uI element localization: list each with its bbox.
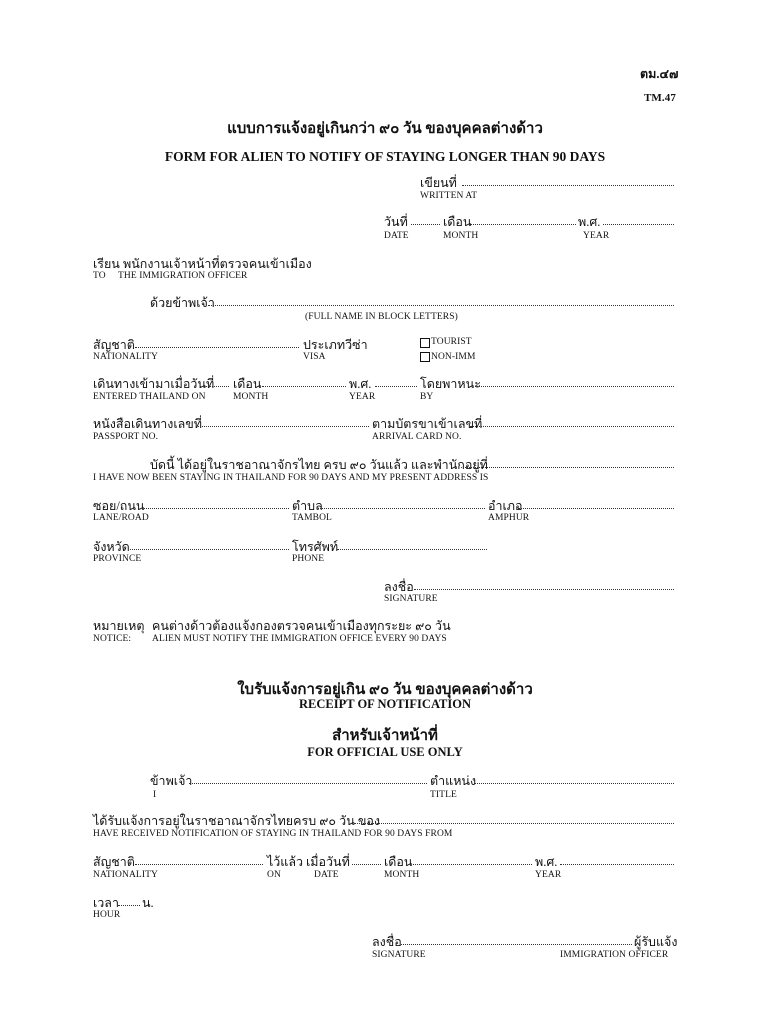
receipt-date-label-en: DATE — [314, 870, 339, 880]
entered-label-en: ENTERED THAILAND ON — [93, 392, 206, 402]
receipt-date-label-th: เมื่อวันที่ — [306, 855, 350, 869]
amphur-field[interactable] — [518, 508, 674, 509]
province-label-en: PROVINCE — [93, 554, 142, 564]
written-at-label-en: WRITTEN AT — [420, 191, 478, 201]
date-day-field[interactable] — [411, 224, 440, 225]
notice-text-th: คนต่างด้าวต้องแจ้งกองตรวจคนเข้าเมืองทุกระยะ ๙๐ วัน — [152, 619, 451, 633]
entered-year-label-th: พ.ศ. — [349, 377, 372, 391]
receiver-label-en: IMMIGRATION OFFICER — [560, 950, 669, 960]
amphur-label-th: อำเภอ — [488, 499, 523, 513]
received-label-th: ได้รับแจ้งการอยู่ในราชอาณาจักรไทยครบ ๙๐ วัน ของ — [93, 814, 381, 828]
date-month-field[interactable] — [470, 224, 576, 225]
by-label-en: BY — [420, 392, 434, 402]
receipt-day-field[interactable] — [352, 864, 381, 865]
notice-label-en: NOTICE: — [93, 634, 132, 644]
tambol-field[interactable] — [318, 508, 485, 509]
receipt-signature-field[interactable] — [401, 944, 632, 945]
receipt-on-label-th: ไว้แล้ว — [267, 855, 304, 869]
tambol-label-th: ตำบล — [292, 499, 323, 513]
passport-label-en: PASSPORT NO. — [93, 432, 159, 442]
province-field[interactable] — [130, 549, 289, 550]
receipt-title-th: ใบรับแจ้งการอยู่เกิน ๙๐ วัน ของบุคคลต่างด้าว — [237, 682, 533, 698]
to-label-en: TO — [93, 271, 106, 281]
receipt-i-label-th: ข้าพเจ้า — [150, 774, 193, 788]
notice-text-en: ALIEN MUST NOTIFY THE IMMIGRATION OFFICE EVERY 90 DAYS — [152, 634, 447, 644]
tourist-checkbox[interactable] — [420, 338, 430, 348]
name-hint-en: (FULL NAME IN BLOCK LETTERS) — [305, 312, 458, 322]
official-use-en: FOR OFFICIAL USE ONLY — [307, 745, 463, 759]
by-label-th: โดยพาหนะ — [420, 377, 481, 391]
amphur-label-en: AMPHUR — [488, 513, 530, 523]
time-label-th: เวลา — [93, 896, 119, 910]
arrival-card-label-en: ARRIVAL CARD NO. — [372, 432, 462, 442]
received-from-field[interactable] — [354, 823, 674, 824]
address-field[interactable] — [461, 467, 674, 468]
signature-label-en: SIGNATURE — [384, 594, 438, 604]
arrival-card-field[interactable] — [470, 426, 674, 427]
province-label-th: จังหวัด — [93, 540, 130, 554]
receipt-nationality-field[interactable] — [135, 864, 263, 865]
receipt-year-field[interactable] — [560, 864, 674, 865]
phone-field[interactable] — [337, 549, 487, 550]
officer-name-field[interactable] — [189, 783, 427, 784]
nationality-label-th: สัญชาติ — [93, 338, 135, 352]
entered-year-label-en: YEAR — [349, 392, 376, 402]
date-label-en: DATE — [384, 231, 409, 241]
nationality-field[interactable] — [135, 347, 299, 348]
receipt-title-label-en: TITLE — [430, 790, 457, 800]
receiver-label-th: ผู้รับแจ้ง — [634, 935, 678, 949]
time-field[interactable] — [118, 905, 140, 906]
year-label-en: YEAR — [583, 231, 610, 241]
receipt-month-field[interactable] — [413, 864, 532, 865]
written-at-field[interactable] — [462, 185, 674, 186]
year-label-th: พ.ศ. — [578, 215, 601, 229]
date-year-field[interactable] — [603, 224, 674, 225]
receipt-i-label-en: I — [153, 790, 157, 800]
receipt-month-label-en: MONTH — [384, 870, 420, 880]
receipt-month-label-th: เดือน — [384, 855, 413, 869]
form-title-en: FORM FOR ALIEN TO NOTIFY OF STAYING LONGER THAN 90 DAYS — [164, 149, 606, 164]
entered-label-th: เดินทางเข้ามาเมื่อวันที่ — [93, 377, 215, 391]
vehicle-field[interactable] — [475, 386, 674, 387]
received-label-en: HAVE RECEIVED NOTIFICATION OF STAYING IN THAILAND FOR 90 DAYS FROM — [93, 829, 453, 839]
receipt-title-label-th: ตำแหน่ง — [430, 774, 477, 788]
form-code-th: ตม.๔๗ — [640, 67, 679, 81]
written-at-label-th: เขียนที่ — [420, 176, 457, 190]
receipt-on-label-en: ON — [267, 870, 281, 880]
receipt-year-label-th: พ.ศ. — [535, 855, 558, 869]
signature-label-th: ลงชื่อ — [384, 580, 414, 594]
receipt-title-en: RECEIPT OF NOTIFICATION — [298, 697, 471, 711]
staying-label-th: บัดนี้ ได้อยู่ในราชอาณาจักรไทย ครบ ๙๐ วันแล้ว และพำนักอยู่ที่ — [150, 458, 488, 472]
staying-label-en: I HAVE NOW BEEN STAYING IN THAILAND FOR 90 DAYS AND MY PRESENT ADDRESS IS — [93, 473, 489, 483]
visa-label-en: VISA — [303, 352, 326, 362]
date-label-th: วันที่ — [384, 215, 408, 229]
form-code-en: TM.47 — [644, 92, 676, 104]
hour-label-en: HOUR — [93, 910, 121, 920]
entered-month-field[interactable] — [262, 386, 346, 387]
form-title-th: แบบการแจ้งอยู่เกินกว่า ๙๐ วัน ของบุคคลต่างด้าว — [227, 121, 543, 137]
entered-month-label-en: MONTH — [233, 392, 269, 402]
phone-label-th: โทรศัพท์ — [292, 540, 339, 554]
non-imm-label: NON-IMM — [431, 352, 476, 362]
entered-year-field[interactable] — [375, 386, 417, 387]
month-label-th: เดือน — [443, 215, 472, 229]
lane-label-th: ซอย/ถนน — [93, 499, 145, 513]
visa-label-th: ประเภทวีซ่า — [303, 338, 368, 352]
signature-field[interactable] — [414, 589, 674, 590]
tourist-label: TOURIST — [431, 337, 472, 347]
lane-field[interactable] — [142, 508, 289, 509]
lane-label-en: LANE/ROAD — [93, 513, 149, 523]
receipt-signature-label-en: SIGNATURE — [372, 950, 426, 960]
receipt-nationality-label-en: NATIONALITY — [93, 870, 158, 880]
receipt-year-label-en: YEAR — [535, 870, 562, 880]
receipt-nationality-label-th: สัญชาติ — [93, 855, 135, 869]
passport-label-th: หนังสือเดินทางเลขที่ — [93, 417, 203, 431]
notice-label-th: หมายเหตุ — [93, 619, 145, 633]
tambol-label-en: TAMBOL — [292, 513, 332, 523]
entered-month-label-th: เดือน — [233, 377, 262, 391]
phone-label-en: PHONE — [292, 554, 325, 564]
official-use-th: สำหรับเจ้าหน้าที่ — [332, 728, 438, 744]
non-imm-checkbox[interactable] — [420, 352, 430, 362]
to-label-th: เรียน พนักงานเจ้าหน้าที่ตรวจคนเข้าเมือง — [93, 257, 312, 271]
officer-label-en: THE IMMIGRATION OFFICER — [118, 271, 248, 281]
name-label-th: ด้วยข้าพเจ้า — [150, 296, 215, 310]
passport-field[interactable] — [196, 426, 369, 427]
entered-day-field[interactable] — [200, 386, 229, 387]
full-name-field[interactable] — [208, 305, 674, 306]
officer-title-field[interactable] — [474, 783, 674, 784]
arrival-card-label-th: ตามบัตรขาเข้าเลขที่ — [372, 417, 483, 431]
receipt-signature-label-th: ลงชื่อ — [372, 935, 402, 949]
hour-unit-th: น. — [142, 896, 154, 910]
month-label-en: MONTH — [443, 231, 479, 241]
nationality-label-en: NATIONALITY — [93, 352, 158, 362]
